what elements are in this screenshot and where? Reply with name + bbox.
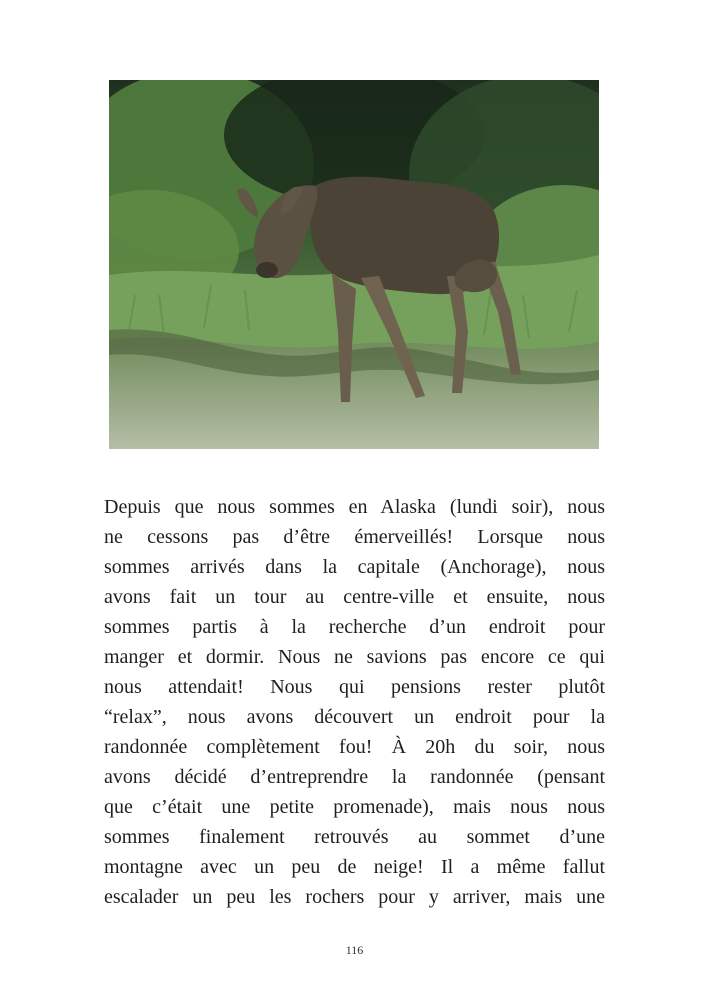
body-text [104,492,605,912]
body-line: nous attendait! Nous qui pensions rester plutôt [104,676,605,698]
body-line: escalader un peu les rochers pour y arriver, mais une [104,886,605,908]
body-line: ne cessons pas d’être émerveillés! Lorsque nous [104,526,605,548]
body-line: manger et dormir. Nous ne savions pas encore ce qui [104,646,605,668]
body-line: sommes partis à la recherche d’un endroit pour [104,616,605,638]
moose-photo-illustration [109,80,599,449]
body-line: que c’était une petite promenade), mais nous nous [104,796,605,818]
body-line: sommes finalement retrouvés au sommet d’une [104,826,605,848]
body-line: sommes arrivés dans la capitale (Anchorage), nous [104,556,605,578]
body-line: “relax”, nous avons découvert un endroit pour la [104,706,605,728]
page-number: 116 [345,943,364,957]
moose-photo [109,80,599,449]
body-line: montagne avec un peu de neige! Il a même fallut [104,856,605,878]
body-line: avons décidé d’entreprendre la randonnée (pensant [104,766,605,788]
body-line: Depuis que nous sommes en Alaska (lundi soir), nous [104,496,605,518]
body-line: randonnée complètement fou! À 20h du soir, nous [104,736,605,758]
body-line: avons fait un tour au centre-ville et ensuite, nous [104,586,605,608]
